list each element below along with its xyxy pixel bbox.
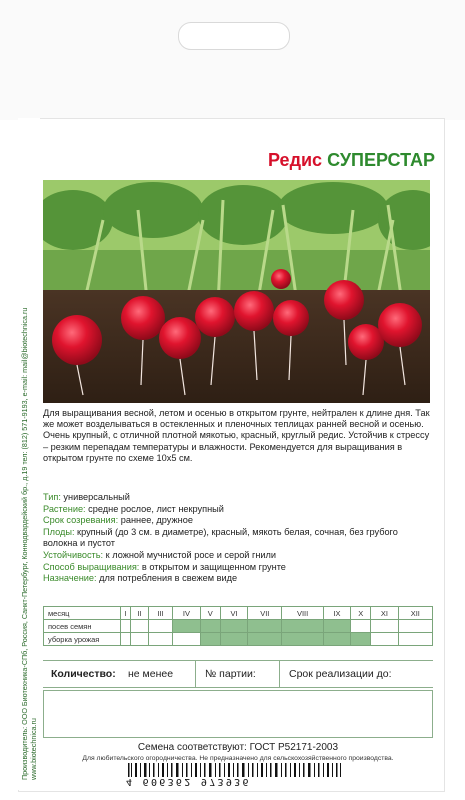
month-cell: IX — [323, 607, 350, 620]
spec-row: Назначение: для потребления в свежем виде — [43, 573, 238, 584]
period-cell — [220, 620, 247, 633]
package-top — [0, 0, 465, 120]
spec-row: Плоды: крупный (до 3 см. в диаметре), красный, мякоть белая, сочная, без грубого волокна и пустот — [43, 526, 398, 549]
spec-row: Устойчивость: к ложной мучнистой росе и серой гнили — [43, 549, 277, 560]
barcode-digits: 4 606362 973936 — [126, 776, 251, 787]
manufacturer-line: Производитель: ООО Биотехника-СПб, Россия, Санкт-Петербург, Коннодвардейский бр., д.19 тел: (812) 571-9193, e-mail: mail@biotechnica.ru — [20, 307, 29, 780]
period-cell — [248, 620, 282, 633]
month-cell: VIII — [282, 607, 323, 620]
period-cell — [131, 633, 148, 646]
spec-row: Способ выращивания: в открытом и защищенном грунте — [43, 561, 286, 572]
variety-description: Для выращивания весной, летом и осенью в открытом грунте, нейтрален к длине дня. Так же может возделываться в остекленных и пленочных теплицах ранней весной и осенью. Очень крупный, с отличной плотной мякотью, красный, круглый редис. Устойчив к стрессу – резким перепадам температуры и влажности. Рекомендуется для выращивания в открытом грунте по схеме 10х5 см. — [43, 408, 430, 463]
hang-hole — [178, 22, 290, 50]
month-cell: VI — [220, 607, 247, 620]
calendar-row-label: посев семян — [44, 620, 121, 633]
expiry-label: Срок реализации до: — [289, 668, 392, 680]
divider — [195, 661, 196, 687]
period-cell — [121, 633, 131, 646]
product-title — [268, 150, 435, 171]
period-cell — [173, 633, 200, 646]
calendar-row-harvest — [44, 633, 433, 646]
period-cell — [371, 633, 398, 646]
spec-row: Растение: средне рослое, лист некрупный — [43, 503, 224, 514]
month-cell: I — [121, 607, 131, 620]
period-cell — [323, 620, 350, 633]
month-cell: IV — [173, 607, 200, 620]
sowing-calendar — [43, 606, 433, 646]
period-cell — [351, 620, 371, 633]
spec-row: Тип: универсальный — [43, 492, 130, 502]
period-cell — [121, 620, 131, 633]
period-cell — [148, 620, 172, 633]
batch-info-row — [43, 660, 433, 688]
radish-photo — [43, 180, 430, 403]
period-cell — [351, 633, 371, 646]
gost-certification: Семена соответствуют: ГОСТ Р52171-2003 — [137, 742, 339, 753]
period-cell — [200, 633, 220, 646]
stamp-area — [43, 690, 433, 738]
period-cell — [282, 633, 323, 646]
quantity-label: Количество: — [51, 668, 116, 680]
manufacturer-website: www.biotechnica.ru — [29, 718, 38, 780]
month-cell: X — [351, 607, 371, 620]
quantity-value: не менее — [128, 668, 174, 680]
period-cell — [200, 620, 220, 633]
period-cell — [248, 633, 282, 646]
period-cell — [323, 633, 350, 646]
period-cell — [220, 633, 247, 646]
divider — [279, 661, 280, 687]
month-cell: VII — [248, 607, 282, 620]
spec-row: Срок созревания: раннее, дружное — [43, 515, 193, 526]
manufacturer-info — [20, 120, 38, 780]
calendar-header-row — [44, 607, 433, 620]
period-cell — [371, 620, 398, 633]
batch-number-label: № партии: — [205, 668, 256, 680]
usage-note: Для любительского огородничества. Не предназначено для сельскохозяйственного производства. — [82, 755, 394, 762]
title-variety: СУПЕРСТАР — [327, 150, 435, 170]
period-cell — [398, 633, 432, 646]
calendar-row-sowing — [44, 620, 433, 633]
title-crop: Редис — [268, 150, 323, 170]
month-cell: II — [131, 607, 148, 620]
month-cell: XII — [398, 607, 432, 620]
period-cell — [131, 620, 148, 633]
radish-illustration — [43, 180, 430, 403]
period-cell — [173, 620, 200, 633]
month-cell: XI — [371, 607, 398, 620]
month-cell: III — [148, 607, 172, 620]
month-cell: V — [200, 607, 220, 620]
calendar-row-label: уборка урожая — [44, 633, 121, 646]
period-cell — [398, 620, 432, 633]
period-cell — [282, 620, 323, 633]
period-cell — [148, 633, 172, 646]
variety-specs — [43, 492, 430, 585]
calendar-header-label: месяц — [44, 607, 121, 620]
